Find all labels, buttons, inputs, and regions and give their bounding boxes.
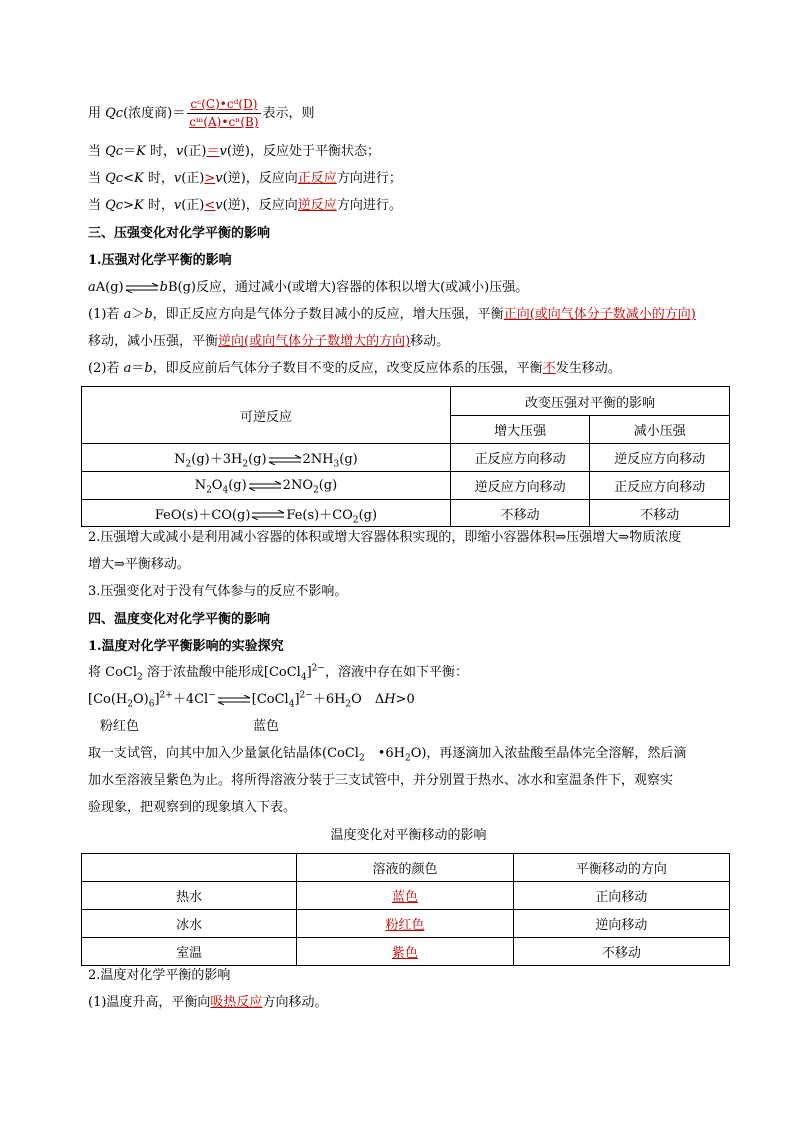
text: 方向移动。 [262, 995, 328, 1010]
text: Qc [105, 144, 124, 159]
text: b [144, 307, 153, 322]
text: (1)若 [88, 307, 124, 322]
table-row [82, 882, 730, 910]
case-1-line-2 [88, 332, 449, 352]
reaction-cell [82, 472, 451, 500]
color-cell [297, 882, 513, 910]
answer-blank: 紫色 [391, 946, 418, 961]
text: 发生移动。 [555, 361, 621, 376]
text: 2 [404, 753, 411, 764]
text: 2 [127, 699, 133, 710]
answer-blank: 蓝色 [391, 890, 418, 905]
text: ＝ [131, 361, 145, 376]
text: 时， [143, 198, 174, 213]
text: v [219, 144, 227, 159]
equilibrium-arrow-icon [125, 283, 159, 293]
color-cell [297, 910, 513, 938]
text: 将 CoCl [88, 665, 138, 680]
text: ] [294, 692, 300, 707]
pressure-effect-table [81, 386, 730, 527]
text: ＝ [123, 144, 137, 159]
text: 当 [88, 144, 106, 159]
text: •6H [364, 746, 405, 761]
text: 移动，减小压强，平衡 [88, 334, 219, 349]
text: 2 [345, 699, 352, 710]
increase-cell: 不移动 [450, 500, 590, 527]
text: (g) [358, 507, 378, 523]
answer-blank: < [204, 198, 216, 213]
text: [CoCl [251, 692, 289, 707]
text: (逆)，反应向 [222, 198, 298, 213]
section-4-subheading-2: 2.温度对化学平衡的影响 [88, 968, 231, 983]
text: 2 [206, 485, 212, 496]
section-3-subheading: 1.压强对化学平衡的影响 [88, 253, 232, 268]
increase-cell: 逆反应方向移动 [450, 472, 590, 500]
text: Qc [105, 106, 124, 121]
text: 3 [333, 459, 340, 470]
text: a [123, 361, 132, 376]
text: (浓度商)＝ [123, 106, 186, 121]
table-header-blank [82, 854, 297, 882]
text: b [144, 361, 153, 376]
text: 2 [185, 459, 192, 470]
temperature-effect-table [81, 853, 730, 966]
answer-blank: 吸热反应 [210, 995, 263, 1010]
text: B(g)反应，通过减小(或增大)容器的体积以增大(或减小)压强。 [167, 280, 529, 295]
text: 2− [311, 663, 325, 674]
table-row [82, 938, 730, 966]
table-row [82, 500, 730, 527]
text: (正) [181, 198, 205, 213]
text: 取一支试管，向其中加入少量氯化钴晶体(CoCl [88, 746, 359, 761]
experiment-line-1 [88, 744, 686, 764]
equilibrium-arrow-icon [217, 695, 251, 705]
equilibrium-arrow-icon [251, 510, 285, 520]
answer-blank: 正向(或向气体分子数减小的方向) [503, 307, 696, 322]
text: v [215, 198, 223, 213]
answer-blank: 不 [542, 361, 556, 376]
case-1-line-1 [88, 305, 696, 325]
text: A(g) [95, 280, 124, 295]
color-label-pink: 粉红色 [100, 719, 140, 734]
text: v [173, 198, 182, 213]
text: 2 [352, 515, 359, 526]
equilibrium-arrow-icon [268, 455, 302, 465]
text: ＋6H [312, 692, 346, 707]
text: ] [154, 692, 160, 707]
text: 溶于浓盐酸中能形成[CoCl [142, 665, 301, 680]
text: 移动。 [410, 334, 450, 349]
text: (正) [183, 144, 207, 159]
fraction-denominator: cᵐ(A)•cⁿ(B) [189, 115, 259, 129]
text: N [194, 478, 207, 493]
answer-blank: 粉红色 [385, 918, 425, 933]
reaction-cell [82, 500, 451, 527]
text: 当 [88, 198, 106, 213]
decrease-cell: 逆反应方向移动 [590, 444, 730, 472]
text: ，即正反应方向是气体分子数目减小的反应，增大压强，平衡 [152, 307, 504, 322]
decrease-cell: 正反应方向移动 [590, 472, 730, 500]
text: (g) [228, 478, 247, 493]
experiment-line-2: 加水至溶液呈紫色为止。将所得溶液分装于三支试管中，并分别置于热水、冰水和室温条件下，观察实 [88, 773, 674, 788]
text: (g) [318, 478, 338, 493]
table-row [82, 472, 730, 500]
text: (g) [248, 452, 267, 467]
text: (正) [181, 171, 205, 186]
text: b [159, 280, 168, 295]
text: O [211, 478, 223, 493]
text: 2 [242, 459, 249, 470]
reaction-cell [82, 444, 451, 472]
text: 4 [222, 485, 229, 496]
condition-cell: 室温 [82, 938, 297, 966]
text: 2 [312, 485, 319, 496]
text: K [134, 171, 144, 186]
text: 4 [288, 699, 295, 710]
fraction-numerator: cᶜ(C)•cᵈ(D) [190, 97, 258, 111]
color-cell [297, 938, 513, 966]
text: 时， [145, 144, 176, 159]
table-row [82, 444, 730, 472]
color-label-blue: 蓝色 [253, 719, 280, 734]
text: O Δ [351, 692, 385, 707]
direction-cell: 逆向移动 [513, 910, 729, 938]
text: 2 [137, 672, 143, 683]
increase-cell: 正反应方向移动 [450, 444, 590, 472]
experiment-line-3: 验现象，把观察到的现象填入下表。 [88, 800, 297, 815]
condition-cell: 冰水 [82, 910, 297, 938]
text: v [215, 171, 223, 186]
text: K [134, 198, 144, 213]
decrease-cell: 不移动 [590, 500, 730, 527]
text: 方向进行； [336, 171, 402, 186]
case-2-line [88, 359, 621, 379]
text: ，溶液中存在如下平衡： [324, 665, 468, 680]
text: − [208, 690, 216, 701]
text: > [123, 198, 134, 213]
qc-intro-line [88, 96, 315, 132]
text: (g)＋3H [191, 452, 243, 467]
table-header-reaction: 可逆反应 [82, 387, 451, 444]
answer-blank: ＝ [206, 144, 220, 159]
qc-equal-line [88, 142, 380, 162]
table-header-effect: 改变压强对平衡的影响 [450, 387, 729, 416]
text: 2NH [302, 452, 334, 467]
answer-blank: 逆反应 [297, 198, 337, 213]
text: 方向进行。 [336, 198, 402, 213]
text: H [384, 692, 396, 707]
text: 4 [300, 672, 307, 683]
cobalt-equilibrium-line [88, 690, 415, 710]
text: >0 [395, 692, 415, 707]
text: [Co(H [88, 692, 128, 707]
table-header-decrease: 减小压强 [590, 416, 730, 444]
table-caption: 温度变化对平衡移动的影响 [330, 828, 487, 843]
condition-cell: 热水 [82, 882, 297, 910]
note-2-line-2: 增大⇒平衡移动。 [88, 557, 190, 572]
text: O)，再逐滴加入浓盐酸至晶体完全溶解，然后滴 [410, 746, 687, 761]
table-header-increase: 增大压强 [450, 416, 590, 444]
text: 2− [299, 690, 313, 701]
text: ，即反应前后气体分子数目不变的反应，改变反应体系的压强，平衡 [152, 361, 543, 376]
text: N [174, 452, 186, 467]
text: FeO(s)＋CO(g) [154, 507, 251, 523]
text: 当 [88, 171, 106, 186]
text: (逆)，反应向 [222, 171, 298, 186]
concentration-quotient-fraction [187, 97, 260, 130]
answer-blank: 逆向(或向气体分子数增大的方向) [218, 334, 411, 349]
text: 用 [88, 106, 106, 121]
text: Fe(s)＋CO [286, 507, 353, 523]
text: ＋4Cl [172, 692, 209, 707]
text: O) [133, 692, 149, 707]
pressure-equation-line [88, 278, 528, 298]
table-header-color: 溶液的颜色 [297, 854, 513, 882]
section-4-subheading: 1.温度对化学平衡影响的实验探究 [88, 639, 284, 654]
text: Qc [105, 198, 124, 213]
section-4-heading: 四、温度变化对化学平衡的影响 [88, 612, 271, 627]
text: (1)温度升高，平衡向 [88, 995, 211, 1010]
text: (逆)，反应处于平衡状态； [226, 144, 381, 159]
text: a [88, 280, 96, 295]
answer-blank: 正反应 [297, 171, 337, 186]
text: v [175, 144, 184, 159]
note-2-line-1: 2.压强增大或减小是利用减小容器的体积或增大容器体积实现的，即缩小容器体积⇒压强增大⇒物质浓度 [88, 530, 682, 545]
text: 6 [148, 699, 155, 710]
text: 时， [143, 171, 174, 186]
text: 2NO [282, 478, 313, 493]
text: a [123, 307, 132, 322]
direction-cell: 不移动 [513, 938, 729, 966]
text: K [136, 144, 146, 159]
fraction-bar [187, 113, 260, 114]
answer-blank: > [204, 171, 216, 186]
qc-greater-line [88, 196, 402, 216]
note-3: 3.压强变化对于没有气体参与的反应不影响。 [88, 584, 348, 599]
text: Qc [105, 171, 124, 186]
text: ＞ [131, 307, 145, 322]
qc-less-line [88, 169, 402, 189]
temperature-rise-line [88, 993, 327, 1013]
text: (2)若 [88, 361, 124, 376]
cobalt-intro-line [88, 663, 468, 683]
text: v [173, 171, 182, 186]
text: 2+ [159, 690, 173, 701]
text: (g) [339, 452, 358, 467]
table-row [82, 910, 730, 938]
direction-cell: 正向移动 [513, 882, 729, 910]
text: ] [306, 665, 312, 680]
text: < [123, 171, 134, 186]
text: 表示，则 [262, 106, 315, 121]
equilibrium-arrow-icon [248, 481, 282, 491]
text: 2 [358, 753, 365, 764]
section-3-heading: 三、压强变化对化学平衡的影响 [88, 226, 271, 241]
table-header-direction: 平衡移动的方向 [513, 854, 729, 882]
